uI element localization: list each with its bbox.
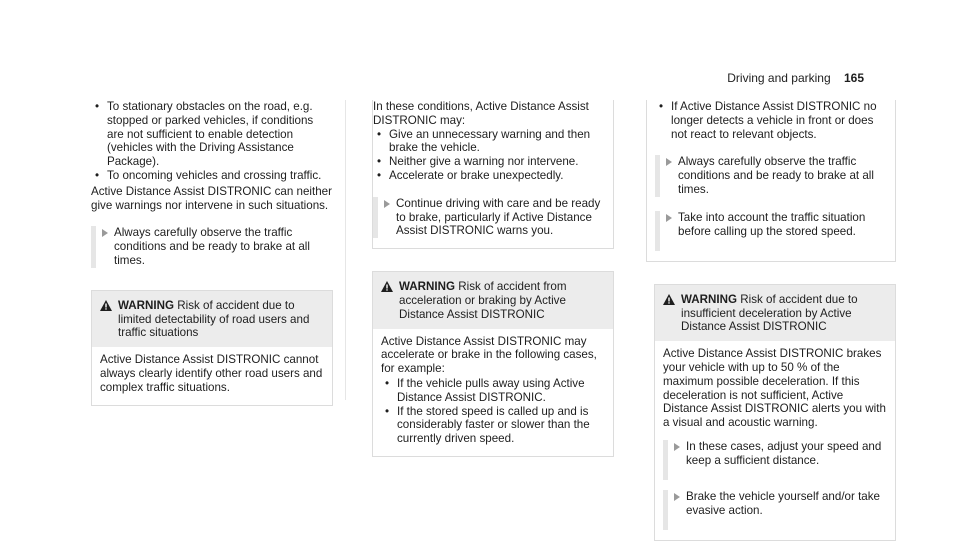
list-item: • To stationary obstacles on the road, e.g. stopped or parked vehicles, if conditions are not sufficient to enable detection (vehicles with the Driving Assistance Package). — [91, 100, 333, 169]
instruction-step — [655, 211, 889, 251]
warning-body — [655, 341, 895, 540]
step-text: Brake the vehicle yourself and/or take evasive action. — [686, 489, 880, 517]
list-item: • If the vehicle pulls away using Active Distance Assist DISTRONIC. — [381, 377, 605, 405]
warning-label: WARNING — [399, 280, 456, 294]
instruction-step — [663, 440, 887, 480]
bullet-list — [373, 128, 613, 183]
warning-body — [92, 347, 332, 404]
warning-text: Active Distance Assist DISTRONIC cannot always clearly identify other road users and complex traffic situations. — [100, 353, 323, 394]
warning-label: WARNING — [681, 292, 738, 306]
list-item: • To oncoming vehicles and crossing traffic. — [91, 169, 333, 183]
warning-text: Active Distance Assist DISTRONIC may accelerate or brake in the following cases, for example: — [381, 334, 597, 376]
list-item: • If Active Distance Assist DISTRONIC no longer detects a vehicle in front or does not react to relevant objects. — [655, 100, 889, 141]
instruction-step — [91, 226, 333, 267]
warning-label: WARNING — [118, 298, 175, 312]
list-item: • Give an unnecessary warning and then brake the vehicle. — [373, 128, 613, 156]
warning-title: Risk of accident due to insufficient deceleration by Active Distance Assist DISTRONIC — [681, 292, 858, 334]
arrow-right-icon — [102, 229, 108, 237]
list-item: • If the stored speed is called up and is considerably faster or slower than the currently driven speed. — [381, 405, 605, 446]
step-text: Continue driving with care and be ready to brake, particularly if Active Distance Assist DISTRONIC warns you. — [396, 196, 601, 238]
step-text: Always carefully observe the traffic conditions and be ready to brake at all times. — [114, 226, 310, 267]
section-box — [646, 100, 896, 262]
section-title: Driving and parking — [727, 71, 831, 85]
instruction-step — [373, 197, 613, 238]
arrow-right-icon — [384, 200, 390, 208]
page-number: 165 — [843, 71, 864, 85]
paragraph: Active Distance Assist DISTRONIC can neither give warnings nor intervene in such situations. — [91, 184, 332, 212]
bullet-list — [91, 100, 333, 183]
page-header — [727, 72, 864, 86]
warning-header — [373, 272, 613, 328]
instruction-step — [663, 490, 887, 530]
arrow-right-icon — [674, 443, 680, 451]
warning-title: Risk of accident from acceleration or braking by Active Distance Assist DISTRONIC — [399, 280, 567, 321]
bullet-list — [655, 100, 889, 141]
instruction-step — [655, 155, 889, 196]
column-divider — [345, 100, 346, 400]
warning-header — [655, 285, 895, 341]
warning-triangle-icon — [100, 300, 112, 311]
list-item: • Neither give a warning nor intervene. — [373, 155, 613, 169]
column-2 — [372, 100, 614, 457]
warning-header — [92, 291, 332, 347]
step-text: Take into account the traffic situation before calling up the stored speed. — [678, 210, 866, 238]
intro-text: In these conditions, Active Distance Assist DISTRONIC may: — [373, 100, 589, 127]
column-1 — [91, 100, 333, 406]
section-box — [372, 100, 614, 249]
bullet-list — [381, 377, 605, 446]
warning-box — [654, 284, 896, 541]
warning-triangle-icon — [381, 281, 393, 292]
warning-text: Active Distance Assist DISTRONIC brakes your vehicle with up to 50 % of the maximum possible deceleration. If this deceleration is not sufficient, Active Distance Assist DISTRONIC alerts you with a visual and acoustic warning. — [663, 347, 886, 430]
step-text: Always carefully observe the traffic conditions and be ready to brake at all times. — [678, 155, 874, 196]
list-item: • Accelerate or brake unexpectedly. — [373, 169, 613, 183]
arrow-right-icon — [666, 158, 672, 166]
arrow-right-icon — [674, 493, 680, 501]
warning-box — [91, 290, 333, 406]
warning-triangle-icon — [663, 294, 675, 305]
warning-title: Risk of accident due to limited detectability of road users and traffic situations — [118, 298, 310, 340]
warning-body — [373, 329, 613, 456]
step-text: In these cases, adjust your speed and keep a sufficient distance. — [686, 439, 882, 467]
warning-box — [372, 271, 614, 457]
column-3 — [654, 100, 896, 541]
arrow-right-icon — [666, 214, 672, 222]
